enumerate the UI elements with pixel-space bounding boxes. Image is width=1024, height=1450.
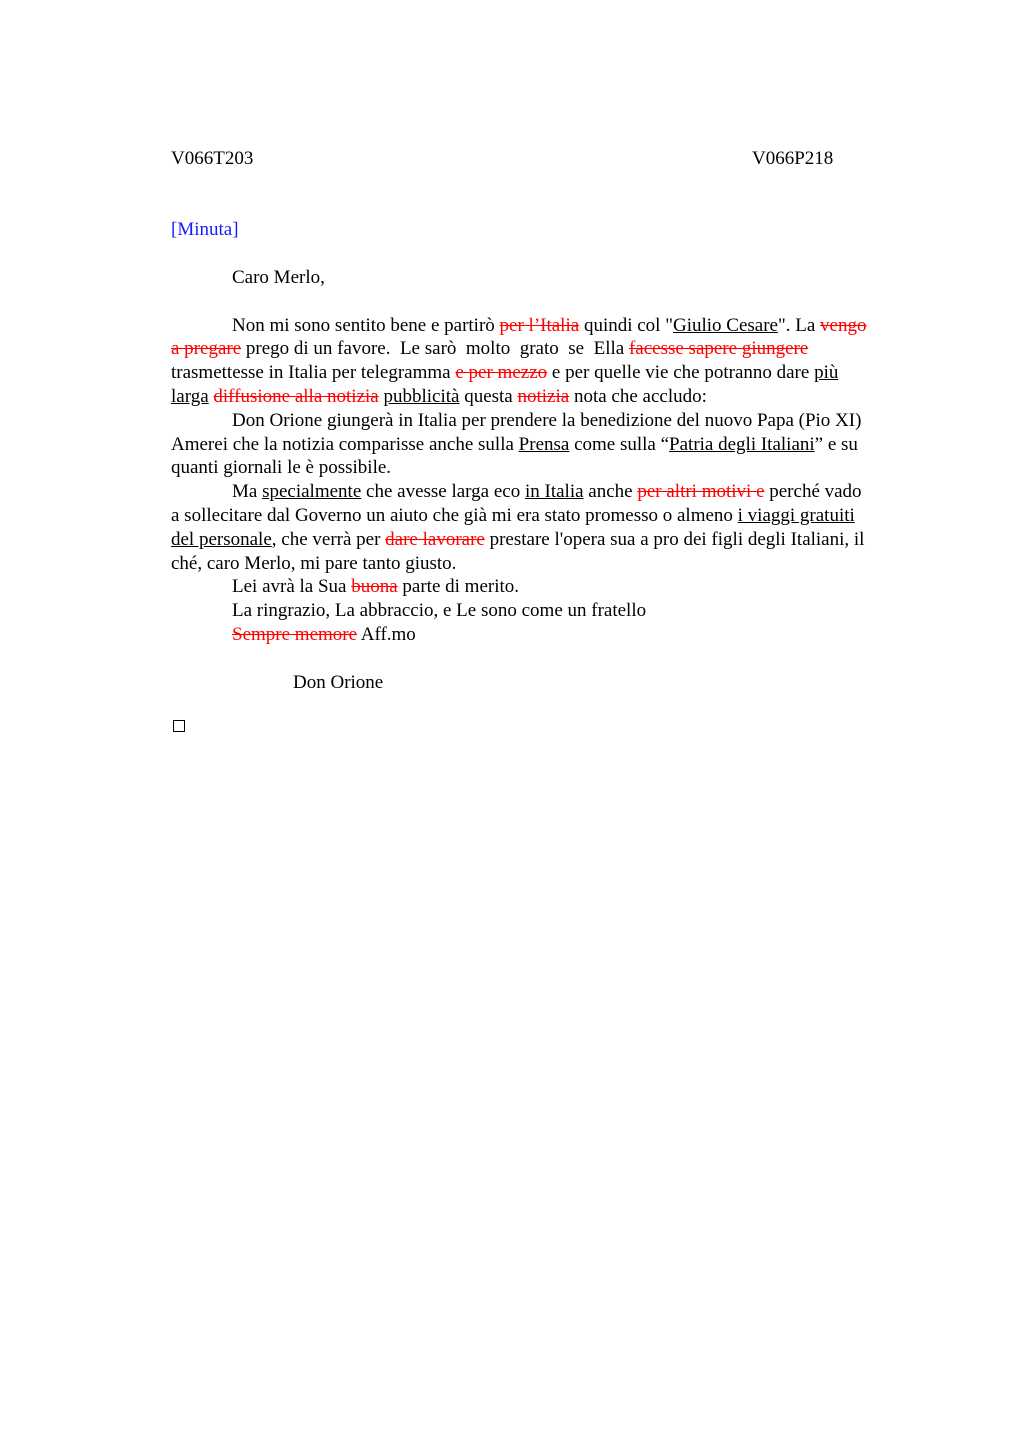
signature: Don Orione <box>293 671 384 693</box>
underlined-text: del personale <box>171 528 272 550</box>
underlined-text: Prensa <box>518 433 570 455</box>
greeting: Caro Merlo, <box>232 267 325 288</box>
minuta-label: [Minuta] <box>171 219 239 240</box>
deleted-text: a pregare <box>171 338 242 360</box>
deleted-text: vengo <box>820 314 867 336</box>
blank-line <box>171 290 931 314</box>
text-segment: Lei avrà la Sua <box>232 576 352 598</box>
deleted-text: dare lavorare <box>385 528 485 550</box>
p1-line-4 <box>171 385 931 409</box>
text-segment: Non mi sono sentito bene e partirò <box>232 314 500 336</box>
text-segment: Aff.mo <box>357 623 416 645</box>
p5-line-1: La ringrazio, La abbraccio, e Le sono come un fratello <box>232 600 647 622</box>
underlined-text: più <box>814 362 839 384</box>
deleted-text: notizia <box>517 385 570 407</box>
document-code-left: V066T203 <box>171 148 254 169</box>
text-segment: anche <box>583 481 638 503</box>
p2-line-2 <box>171 433 931 457</box>
deleted-text: buona <box>351 576 398 598</box>
document-code-right: V066P218 <box>752 148 834 169</box>
text-segment: , che verrà per <box>271 528 386 550</box>
underlined-text: pubblicità <box>383 385 460 407</box>
text-segment: perché vado <box>764 481 862 503</box>
p3-line-1 <box>171 480 931 504</box>
p2-line-3: quanti giornali le è possibile. <box>171 457 392 479</box>
deleted-text: Sempre memore <box>232 623 358 645</box>
letter-body <box>171 266 931 694</box>
p3-line-4: ché, caro Merlo, mi pare tanto giusto. <box>171 552 457 574</box>
text-segment: questa <box>459 385 518 407</box>
blank-line <box>171 647 931 671</box>
text-segment: prego di un favore. Le sarò molto grato se Ella <box>241 338 629 360</box>
p1-line-3 <box>171 361 931 385</box>
deleted-text: diffusione alla notizia <box>213 385 379 407</box>
text-segment: parte di merito. <box>397 576 520 598</box>
p2-line-1: Don Orione giungerà in Italia per prendere la benedizione del nuovo Papa (Pio XI) <box>232 409 862 431</box>
p4-line-1 <box>171 575 931 599</box>
underlined-text: Patria degli Italiani <box>669 433 815 455</box>
text-segment: quindi col " <box>579 314 673 336</box>
deleted-text: facesse sapere giungere <box>628 338 809 360</box>
text-segment: nota che accludo: <box>569 385 707 407</box>
p1-line-1 <box>171 314 931 338</box>
deleted-text: per l’Italia <box>499 314 580 336</box>
p3-line-3 <box>171 528 931 552</box>
text-segment: prestare l'opera sua a pro dei figli degli Italiani, il <box>484 528 865 550</box>
text-segment: a sollecitare dal Governo un aiuto che già mi era stato promesso o almeno <box>171 504 738 526</box>
text-segment: che avesse larga eco <box>361 481 525 503</box>
underlined-text: larga <box>171 385 209 407</box>
text-segment: Amerei che la notizia comparisse anche sulla <box>171 433 519 455</box>
text-segment: ” e su <box>814 433 858 455</box>
deleted-text: e per mezzo <box>455 362 548 384</box>
text-segment: e per quelle vie che potranno dare <box>547 362 815 384</box>
text-segment: come sulla “ <box>569 433 670 455</box>
text-segment: ". La <box>777 314 821 336</box>
underlined-text: i viaggi gratuiti <box>737 504 855 526</box>
closing-line <box>171 623 931 647</box>
p3-line-2 <box>171 504 931 528</box>
text-segment: trasmettesse in Italia per telegramma <box>171 362 456 384</box>
deleted-text: per altri motivi e <box>637 481 765 503</box>
square-box-icon <box>173 720 185 732</box>
underlined-text: specialmente <box>262 481 362 503</box>
text-segment: Ma <box>232 481 263 503</box>
p1-line-2 <box>171 337 931 361</box>
underlined-text: Giulio Cesare <box>672 314 778 336</box>
underlined-text: in Italia <box>524 481 584 503</box>
